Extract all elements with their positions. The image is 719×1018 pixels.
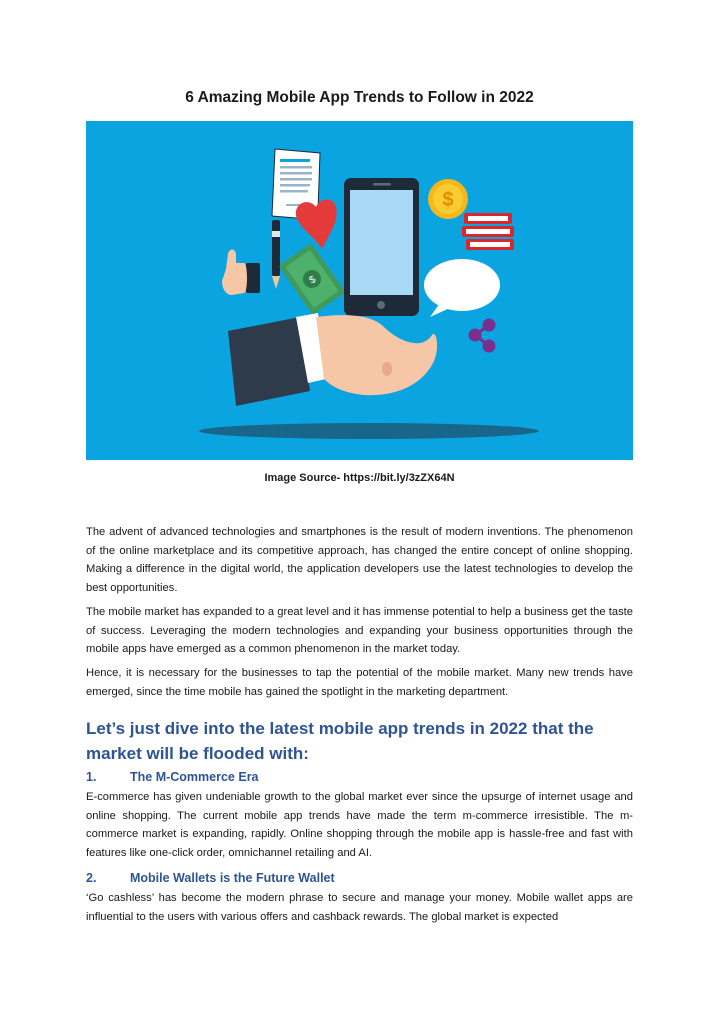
- floor-shadow: [199, 423, 539, 439]
- page-title: 6 Amazing Mobile App Trends to Follow in 2022: [185, 89, 534, 106]
- thumbs-up-icon: [222, 250, 260, 295]
- trend-2-title: Mobile Wallets is the Future Wallet: [130, 871, 335, 885]
- hero-illustration: [86, 121, 633, 460]
- books-icon: [462, 213, 514, 250]
- trend-2-number: 2.: [86, 871, 97, 885]
- heart-icon: [296, 200, 337, 250]
- trend-2-heading: [86, 871, 633, 885]
- banknote-icon: [278, 243, 345, 315]
- share-icon: [470, 320, 494, 351]
- coin-icon: [428, 179, 468, 219]
- dollar-sign-icon: $: [442, 189, 454, 211]
- section-heading: Let’s just dive into the latest mobile app trends in 2022 that the market will be flooded with:: [86, 719, 594, 763]
- trend-1-heading: [86, 770, 633, 784]
- trend-1-text: E-commerce has given undeniable growth to the global market ever since the upsurge of internet usage and online shopping. The current mobile app trends have made the term m-commerce irresistible. The m-commerce market is expanding, rapidly. Online shopping through the mobile app is hassle-free and fast with features like one-click order, omnichannel retailing and AI.: [86, 791, 633, 859]
- hand-icon: [228, 313, 437, 406]
- smartphone-icon: [344, 178, 419, 316]
- image-caption: Image Source- https://bit.ly/3zZX64N: [264, 472, 455, 484]
- svg-text:$: $: [307, 274, 319, 287]
- trend-1-title: The M-Commerce Era: [130, 770, 259, 784]
- trend-1-number: 1.: [86, 770, 97, 784]
- paragraph-intro: The advent of advanced technologies and smartphones is the result of modern inventions. The phenomenon of the online marketplace and its competitive approach, has changed the entire concept of online shopping. Making a difference in the digital world, the application developers use the latest technologies to develop the best opportunities.: [86, 526, 633, 594]
- paragraph-potential: Hence, it is necessary for the businesses to tap the potential of the mobile market. Many new trends have emerged, since the time mobile has gained the spotlight in the marketing department.: [86, 667, 633, 698]
- speech-bubble-icon: [424, 259, 500, 317]
- illustration-svg: [86, 121, 633, 460]
- trend-2-text: ‘Go cashless’ has become the modern phrase to secure and manage your money. Mobile wallet apps are influential to the users with various offers and cashback rewards. The global market is expected: [86, 892, 633, 923]
- pen-icon: [272, 220, 280, 289]
- paragraph-market: The mobile market has expanded to a great level and it has immense potential to help a business get the taste of success. Leveraging the modern technologies and expanding your business opportunities through the mobile apps have emerged as a common phenomenon in the market today.: [86, 606, 633, 656]
